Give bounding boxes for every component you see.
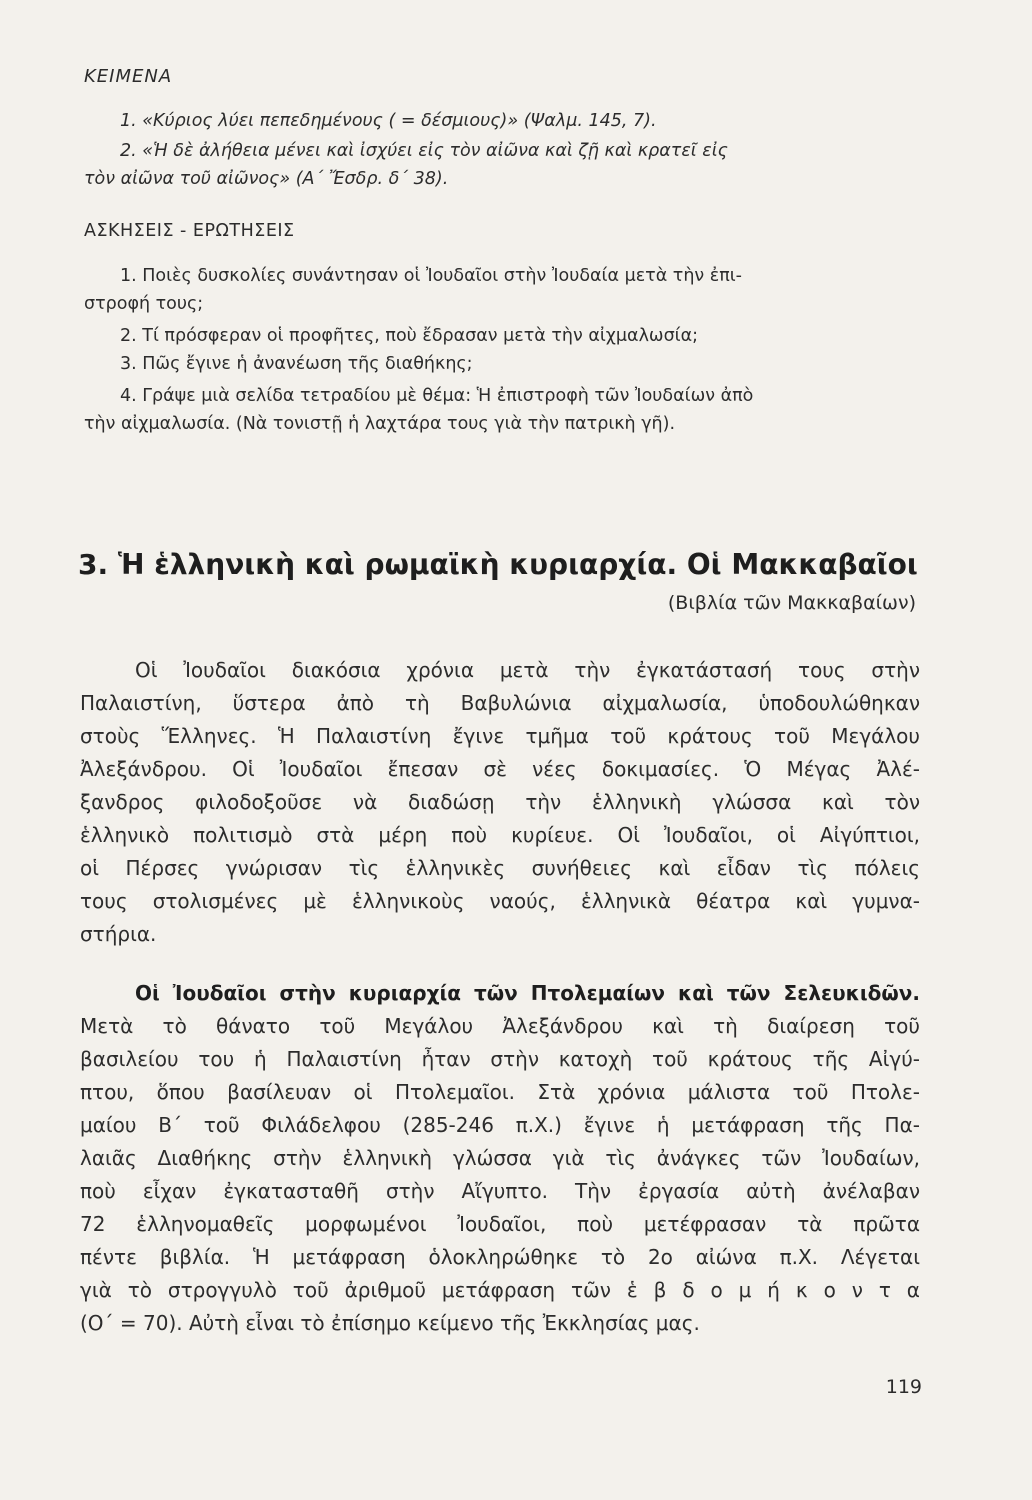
exercise-4: 4. Γράψε μιὰ σελίδα τετραδίου μὲ θέμα: Ἡ ἐπιστροφὴ τῶν Ἰουδαίων ἀπὸ [120, 386, 754, 406]
paragraph-2-line: μαίου Β΄ τοῦ Φιλάδελφου (285-246 π.Χ.) ἔγινε ἡ μετάφραση τῆς Πα- [80, 1113, 920, 1137]
paragraph-2-line: πέντε βιβλία. Ἡ μετάφραση ὁλοκληρώθηκε τὸ 2ο αἰώνα π.Χ. Λέγεται [80, 1245, 920, 1269]
exercise-1: 1. Ποιὲς δυσκολίες συνάντησαν οἱ Ἰουδαῖοι στὴν Ἰουδαία μετὰ τὴν ἐπι- [120, 266, 743, 286]
paragraph-2-line: πτου, ὅπου βασίλευαν οἱ Πτολεμαῖοι. Στὰ χρόνια μάλιστα τοῦ Πτολε- [80, 1080, 920, 1104]
paragraph-1-line: Παλαιστίνη, ὕστερα ἀπὸ τὴ Βαβυλώνια αἰχμαλωσία, ὑποδουλώθηκαν [80, 691, 920, 715]
paragraph-2-line: Μετὰ τὸ θάνατο τοῦ Μεγάλου Ἀλεξάνδρου καὶ τὴ διαίρεση τοῦ [80, 1014, 920, 1038]
exercise-1-cont: στροφή τους; [84, 294, 204, 314]
text-quote-2: 2. «Ἡ δὲ ἀλήθεια μένει καὶ ἰσχύει εἰς τὸν αἰῶνα καὶ ζῇ καὶ κρατεῖ εἰς [120, 141, 728, 161]
chapter-title: 3. Ἡ ἑλληνικὴ καὶ ρωμαϊκὴ κυριαρχία. Οἱ Μακκαβαῖοι [78, 548, 918, 581]
chapter-source: (Βιβλία τῶν Μακκαβαίων) [667, 592, 916, 614]
exercises-section-label: ΑΣΚΗΣΕΙΣ - ΕΡΩΤΗΣΕΙΣ [84, 221, 295, 241]
paragraph-2-line: (Ο΄ = 70). Αὐτὴ εἶναι τὸ ἐπίσημο κείμενο τῆς Ἐκκλησίας μας. [80, 1311, 700, 1335]
texts-section-label: ΚΕΙΜΕΝΑ [84, 66, 173, 87]
exercise-3: 3. Πῶς ἔγινε ἡ ἀνανέωση τῆς διαθήκης; [120, 354, 473, 374]
paragraph-2-line: λαιᾶς Διαθήκης στὴν ἑλληνικὴ γλώσσα γιὰ τὶς ἀνάγκες τῶν Ἰουδαίων, [80, 1146, 920, 1170]
paragraph-1-line: Ἀλεξάνδρου. Οἱ Ἰουδαῖοι ἔπεσαν σὲ νέες δοκιμασίες. Ὁ Μέγας Ἀλέ- [80, 757, 920, 781]
subsection-title: Οἱ Ἰουδαῖοι στὴν κυριαρχία τῶν Πτολεμαίων καὶ τῶν Σελευκιδῶν. [135, 981, 920, 1005]
exercise-4-cont: τὴν αἰχμαλωσία. (Νὰ τονιστῇ ἡ λαχτάρα τους γιὰ τὴν πατρικὴ γῆ). [84, 414, 676, 434]
paragraph-1-line: Οἱ Ἰουδαῖοι διακόσια χρόνια μετὰ τὴν ἐγκατάστασή τους στὴν [135, 658, 920, 682]
paragraph-2-line: ποὺ εἶχαν ἐγκατασταθῆ στὴν Αἴγυπτο. Τὴν ἐργασία αὐτὴ ἀνέλαβαν [80, 1179, 920, 1203]
paragraph-1-line: ξανδρος φιλοδοξοῦσε νὰ διαδώσῃ τὴν ἑλληνικὴ γλώσσα καὶ τὸν [80, 790, 920, 814]
exercise-2: 2. Τί πρόσφεραν οἱ προφῆτες, ποὺ ἔδρασαν μετὰ τὴν αἰχμαλωσία; [120, 326, 699, 346]
paragraph-2-line: 72 ἑλληνομαθεῖς μορφωμένοι Ἰουδαῖοι, ποὺ μετέφρασαν τὰ πρῶτα [80, 1212, 920, 1236]
paragraph-1-line: στήρια. [80, 922, 157, 946]
text-quote-1: 1. «Κύριος λύει πεπεδημένους ( = δέσμιους)» (Ψαλμ. 145, 7). [120, 111, 657, 131]
paragraph-2-line: γιὰ τὸ στρογγυλὸ τοῦ ἀριθμοῦ μετάφραση τῶν ἑ β δ ο μ ή κ ο ν τ α [80, 1278, 920, 1302]
paragraph-1-line: τους στολισμένες μὲ ἑλληνικοὺς ναούς, ἑλληνικὰ θέατρα καὶ γυμνα- [80, 889, 920, 913]
paragraph-1-line: στοὺς Ἕλληνες. Ἡ Παλαιστίνη ἔγινε τμῆμα τοῦ κράτους τοῦ Μεγάλου [80, 724, 920, 748]
text-quote-2-cont: τὸν αἰῶνα τοῦ αἰῶνος» (Α΄ Ἔσδρ. δ΄ 38). [84, 169, 449, 189]
paragraph-1-line: οἱ Πέρσες γνώρισαν τὶς ἑλληνικὲς συνήθειες καὶ εἶδαν τὶς πόλεις [80, 856, 920, 880]
page-number: 119 [885, 1376, 922, 1398]
paragraph-2-line: βασιλείου του ἡ Παλαιστίνη ἦταν στὴν κατοχὴ τοῦ κράτους τῆς Αἰγύ- [80, 1047, 920, 1071]
paragraph-1-line: ἑλληνικὸ πολιτισμὸ στὰ μέρη ποὺ κυρίευε. Οἱ Ἰουδαῖοι, οἱ Αἰγύπτιοι, [80, 823, 920, 847]
